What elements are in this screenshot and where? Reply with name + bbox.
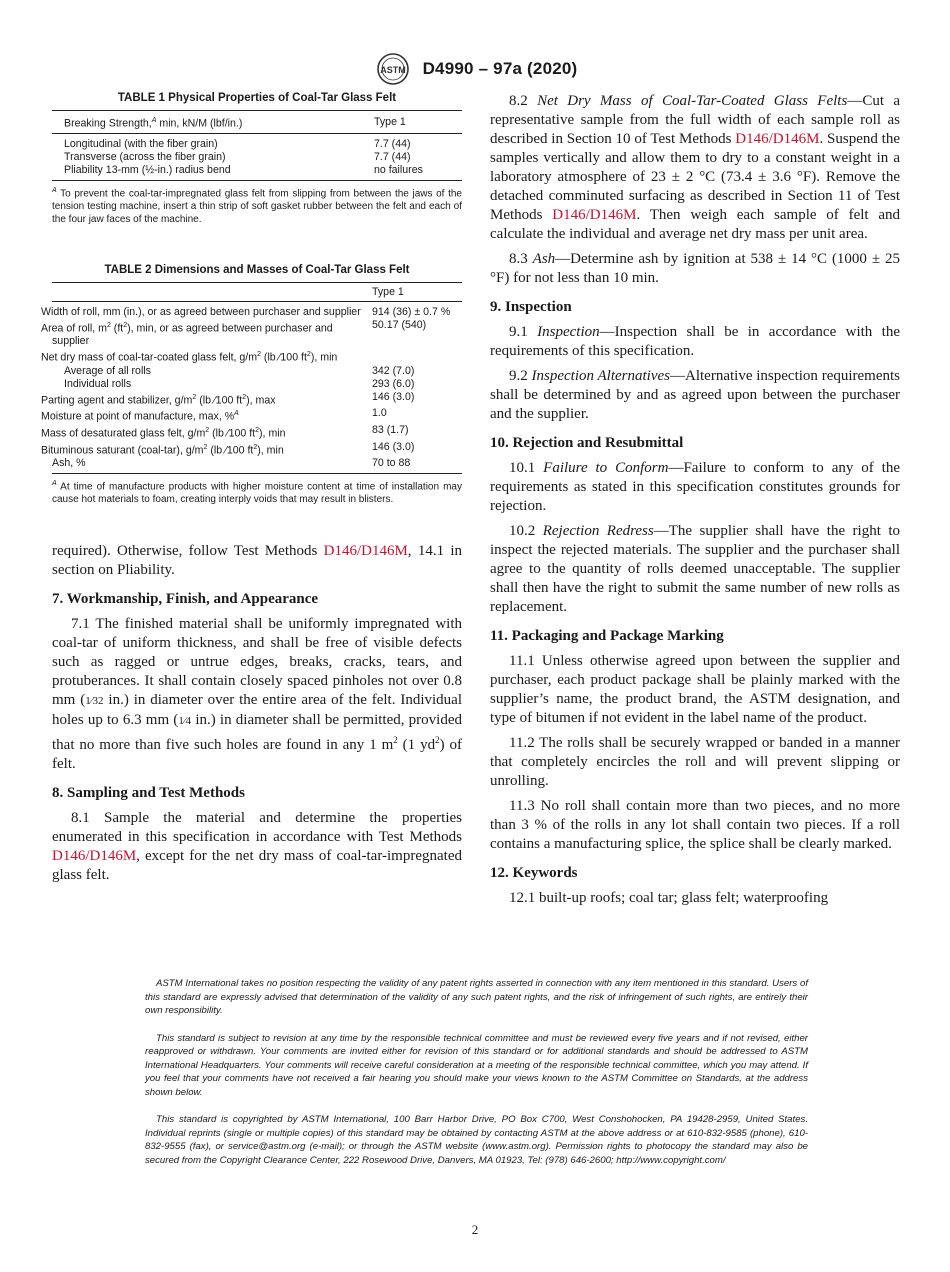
table-1-header-row bbox=[52, 111, 462, 134]
table-row bbox=[52, 441, 462, 458]
paragraph-11-1: 11.1 Unless otherwise agreed upon between the supplier and purchaser, each product package shall be plainly marked with the supplier’s name, the product brand, the ASTM designation, and type of bitumen if not evident in the label name of the product. bbox=[490, 653, 900, 726]
table-row bbox=[52, 319, 462, 349]
table-cell-value: 146 (3.0) bbox=[372, 440, 415, 453]
table-1 bbox=[52, 92, 462, 226]
table-cell-label: Ash, % bbox=[52, 457, 372, 474]
paragraph-9-1: 9.1 Inspection—Inspection shall be in accordance with the requirements of this specification. bbox=[490, 324, 901, 359]
table-2-grid bbox=[41, 282, 462, 474]
table-cell-label: Pliability 13-mm (½-in.) radius bend bbox=[52, 164, 374, 181]
table-row bbox=[52, 457, 462, 474]
table-row bbox=[52, 133, 462, 151]
table-2-footnote: $^A$ At time of manufacture products with higher moisture content at time of installation may cause hot materials to foam, creating interply voids that may result in blisters. bbox=[52, 480, 462, 506]
paragraph-11-2: 11.2 The rolls shall be securely wrapped or banded in a manner that completely encircles the roll and will prevent slipping or unrolling. bbox=[490, 735, 900, 789]
section-11-heading: 11. Packaging and Package Marking bbox=[490, 628, 724, 644]
table-cell-label: Net dry mass of coal-tar-coated glass felt, $g/m^2$ (lb ⁄100 $ft^2$), min bbox=[41, 351, 338, 364]
left-body-text bbox=[52, 542, 462, 885]
section-10-heading: 10. Rejection and Resubmittal bbox=[490, 435, 684, 451]
table-cell-value: 50.17 (540) bbox=[372, 318, 427, 331]
astm-logo-icon bbox=[373, 52, 413, 86]
table-cell-value bbox=[372, 348, 462, 365]
revision-notice: This standard is subject to revision at any time by the responsible technical committee and must be reviewed every five years and if not revised, either reapproved or withdrawn. Your comments are invited either for revision of this standard or for additional standards and should be addressed to ASTM International Headquarters. Your comments will receive careful consideration at a meeting of the responsible technical committee, which you may attend. If you feel that your comments have not received a fair hearing you should make your views known to the ASTM Committee on Standards, at the address shown below. bbox=[145, 1032, 808, 1098]
paragraph-8-2: 8.2 Net Dry Mass of Coal-Tar-Coated Glass Felts—Cut a representative sample from the full width of each sample roll as described in Section 10 of Test Methods D146/D146M. Suspend the samples vertically and allow them to dry to a constant weight in a laboratory atmosphere of 23 ± 2 °C (73.4 ± 3.6 °F). Remove the detached comminuted surfacing as described in Section 11 of Test Methods D146/D146M. Then weigh each sample of felt and calculate the individual and average net dry mass per unit area. bbox=[490, 93, 901, 242]
table-cell-label: Average of all rolls bbox=[64, 364, 151, 377]
table-cell-value: 1.0 bbox=[372, 407, 387, 420]
table-1-caption: TABLE 1 Physical Properties of Coal-Tar Glass Felt bbox=[117, 92, 397, 104]
table-cell-label: Transverse (across the fiber grain) bbox=[64, 150, 226, 163]
table-row bbox=[52, 407, 462, 424]
paragraph-10-1: 10.1 Failure to Conform—Failure to conform to any of the requirements as stated in this specification constitutes grounds for rejection. bbox=[490, 460, 901, 514]
paragraph-12-1: 12.1 built-up roofs; coal tar; glass felt; waterproofing bbox=[509, 890, 829, 906]
table-cell-value: no failures bbox=[374, 164, 462, 181]
table-cell-label: Bituminous saturant (coal-tar), $g/m^2$ (lb ⁄100 $ft^2$), min bbox=[41, 443, 284, 457]
d146-link[interactable]: D146/D146M bbox=[52, 848, 137, 865]
table-2-header-row bbox=[52, 282, 462, 301]
page-number: 2 bbox=[471, 1222, 479, 1237]
table-cell-label: Width of roll, mm (in.), or as agreed between purchaser and supplier bbox=[41, 305, 361, 318]
patent-notice: ASTM International takes no position respecting the validity of any patent rights asserted in connection with any item mentioned in this standard. Users of this standard are expressly advised that determination of the validity of any such patent rights, and the risk of infringement of such rights, are entirely their own responsibility. bbox=[145, 978, 808, 1016]
table-cell-value: 83 (1.7) bbox=[372, 423, 409, 436]
table-1-footnote: $^A$ To prevent the coal-tar-impregnated glass felt from slipping from between the jaws of the tension testing machine, insert a thin strip of soft gasket rubber between the felt and each of the four jaw faces of the machine. bbox=[52, 186, 462, 225]
table-cell-label: Longitudinal (with the fiber grain) bbox=[64, 137, 218, 150]
table-2-caption: TABLE 2 Dimensions and Masses of Coal-Tar Glass Felt bbox=[104, 263, 410, 276]
designation-title: D4990 – 97a (2020) bbox=[422, 59, 578, 78]
table-cell-value: 7.7 (44) bbox=[374, 150, 411, 163]
section-12-heading: 12. Keywords bbox=[490, 865, 578, 881]
left-column bbox=[41, 92, 462, 891]
footer-notes bbox=[145, 977, 808, 1181]
table-row bbox=[52, 424, 462, 441]
table-row bbox=[52, 348, 462, 365]
table-cell-value: 342 (7.0) bbox=[372, 364, 415, 377]
table-2-col2-head: Type 1 bbox=[372, 282, 462, 301]
d146-link[interactable]: D146/D146M bbox=[552, 207, 637, 223]
section-8-heading: 8. Sampling and Test Methods bbox=[52, 785, 245, 802]
table-2 bbox=[41, 263, 462, 507]
table-cell-label: Individual rolls bbox=[64, 377, 132, 390]
table-cell-label: Area of roll, $m^2$ $(ft^2)$, min, or as agreed between purchaser and supplier bbox=[41, 321, 333, 348]
table-row bbox=[52, 365, 462, 378]
paragraph-8-3: 8.3 Ash—Determine ash by ignition at 538 ± 14 °C (1000 ± 25 °F) for not less than 10 min. bbox=[490, 251, 900, 286]
table-cell-value: 293 (6.0) bbox=[372, 377, 415, 390]
table-row bbox=[52, 391, 462, 408]
table-1-col2-head: Type 1 bbox=[374, 111, 462, 134]
paragraph-10-2: 10.2 Rejection Redress—The supplier shall have the right to inspect the rejected materials. The supplier and the purchaser shall agree to the quantity of rolls deemed unacceptable. The supplier shall then have the right to submit the same number of new rolls as replacement. bbox=[490, 523, 900, 615]
table-2-col1-head bbox=[52, 282, 372, 301]
logo-text: ASTM bbox=[379, 65, 406, 75]
table-row bbox=[52, 378, 462, 391]
table-row bbox=[52, 164, 462, 181]
paragraph-continued: required). Otherwise, follow Test Methods D146/D146M, 14.1 in section on Pliability. bbox=[52, 543, 462, 579]
table-cell-value: 914 (36) ± 0.7 % bbox=[372, 305, 451, 318]
table-cell-label: Parting agent and stabilizer, $g/m^2$ (lb ⁄100 $ft^2$), max bbox=[41, 393, 276, 407]
paragraph-7-1: 7.1 The finished material shall be uniformly impregnated with coal-tar of uniform thickness, and shall be free of visible defects such as ragged or untrue edges, breaks, cracks, tears, and protuberances. It shall contain closely spaced pinholes not over 0.8 mm (1⁄32 in.) in diameter over the entire area of the felt. Individual holes up to 6.3 mm (1⁄4 in.) in diameter shall be permitted, provided that no more than five such holes are found in any 1 $m^2$ (1 $yd^2$) of felt. bbox=[52, 616, 462, 773]
table-cell-value: 7.7 (44) bbox=[374, 137, 411, 150]
right-column bbox=[490, 92, 900, 914]
table-cell-label: Moisture at point of manufacture, max, %$^A$ bbox=[41, 410, 239, 423]
paragraph-9-2: 9.2 Inspection Alternatives—Alternative inspection requirements shall be determined by and as agreed upon between the purchaser and the supplier. bbox=[490, 368, 900, 422]
page-header bbox=[0, 52, 950, 86]
copyright-notice: This standard is copyrighted by ASTM International, 100 Barr Harbor Drive, PO Box C700, West Conshohocken, PA 19428-2959, United States. Individual reprints (single or multiple copies) of this standard may be obtained by contacting ASTM at the above address or at 610-832-9585 (phone), 610-832-9555 (fax), or service@astm.org (e-mail); or through the ASTM website (www.astm.org). Permission rights to photocopy the standard may also be secured from the Copyright Clearance Center, 222 Rosewood Drive, Danvers, MA 01923, Tel: (978) 646-2600; http://www.copyright.com/ bbox=[145, 1114, 808, 1166]
table-cell-label: Mass of desaturated glass felt, $g/m^2$ (lb ⁄100 $ft^2$), min bbox=[41, 426, 286, 440]
d146-link[interactable]: D146/D146M bbox=[323, 543, 408, 560]
table-row bbox=[52, 151, 462, 164]
paragraph-8-1: 8.1 Sample the material and determine the properties enumerated in this specification in accordance with Test Methods D146/D146M, except for the net dry mass of coal-tar-impregnated glass felt. bbox=[52, 810, 462, 884]
section-9-heading: 9. Inspection bbox=[490, 299, 572, 315]
d146-link[interactable]: D146/D146M bbox=[735, 131, 820, 147]
table-row bbox=[52, 301, 462, 319]
table-1-col1-head: Breaking Strength,$^A$ min, kN/M (lbf/in.) bbox=[52, 111, 374, 134]
paragraph-11-3: 11.3 No roll shall contain more than two pieces, and no more than 3 % of the rolls in any lot shall contain two pieces. If a roll contains a manufacturing splice, the splice shall be clearly marked. bbox=[490, 798, 900, 852]
section-7-heading: 7. Workmanship, Finish, and Appearance bbox=[52, 591, 319, 608]
table-cell-value: 70 to 88 bbox=[372, 457, 462, 474]
table-cell-value: 146 (3.0) bbox=[372, 390, 415, 403]
table-1-grid bbox=[52, 110, 462, 181]
